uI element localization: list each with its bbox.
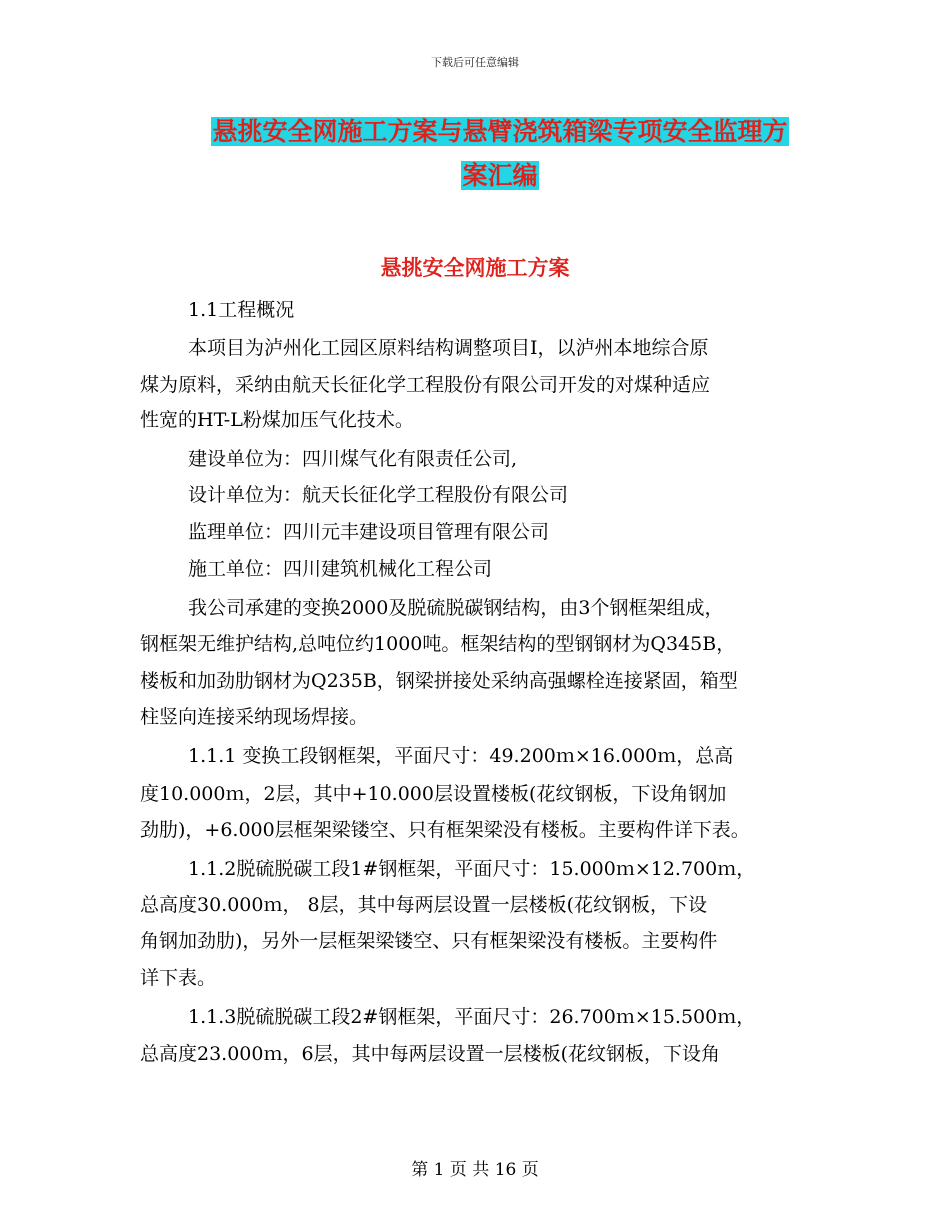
body-line: 本项目为泸州化工园区原料结构调整项目Ⅰ，以泸州本地综合原 [188, 337, 709, 359]
body-line: 1.1.1 变换工段钢框架，平面尺寸：49.200ｍ×16.000ｍ，总高 [188, 745, 734, 767]
body-line: 性宽的HT-L粉煤加压气化技术。 [140, 409, 414, 431]
body-line: 1.1.3脱硫脱碳工段2#钢框架，平面尺寸：26.700ｍ×15.500ｍ， [188, 1006, 756, 1028]
body-line: 总高度23.000ｍ，6层，其中每两层设置一层楼板(花纹钢板，下设角 [140, 1043, 720, 1065]
document-title-line-1: 悬挑安全网施工方案与悬臂浇筑箱梁专项安全监理方 [212, 117, 788, 146]
body-line: 监理单位：四川元丰建设项目管理有限公司 [188, 521, 550, 543]
body-line: 建设单位为：四川煤气化有限责任公司, [188, 448, 518, 470]
body-line: 劲肋)，+6.000层框架梁镂空、只有框架梁没有楼板。主要构件详下表。 [140, 819, 750, 841]
body-line: 总高度30.000ｍ， 8层，其中每两层设置一层楼板(花纹钢板，下设 [140, 894, 708, 916]
header-note: 下载后可任意编辑 [431, 56, 519, 69]
body-line: 煤为原料，采纳由航天长征化学工程股份有限公司开发的对煤种适应 [140, 374, 711, 396]
body-line: 施工单位：四川建筑机械化工程公司 [188, 558, 493, 580]
body-line: 楼板和加劲肋钢材为Q235B，钢梁拼接处采纳高强螺栓连接紧固，箱型 [140, 670, 738, 692]
body-line: 角钢加劲肋)，另外一层框架梁镂空、只有框架梁没有楼板。主要构件 [140, 930, 718, 952]
body-line: 我公司承建的变换2000及脱硫脱碳钢结构，由3个钢框架组成， [188, 597, 724, 619]
body-line: 1.1.2脱硫脱碳工段1#钢框架，平面尺寸：15.000ｍ×12.700ｍ， [188, 858, 756, 880]
body-line: 设计单位为：航天长征化学工程股份有限公司 [188, 484, 569, 506]
body-line: 1.1工程概况 [188, 299, 295, 321]
body-line: 详下表。 [140, 967, 217, 989]
body-line: 柱竖向连接采纳现场焊接。 [140, 706, 369, 728]
page-number-footer: 第 1 页 共 16 页 [411, 1160, 539, 1180]
body-line: 钢框架无维护结构,总吨位约1000吨。框架结构的型钢钢材为Q345B， [140, 633, 736, 655]
section-title: 悬挑安全网施工方案 [380, 256, 570, 280]
body-line: 度10.000ｍ，2层，其中+10.000层设置楼板(花纹钢板，下设角钢加 [140, 783, 727, 805]
document-title-line-2: 案汇编 [462, 161, 538, 190]
